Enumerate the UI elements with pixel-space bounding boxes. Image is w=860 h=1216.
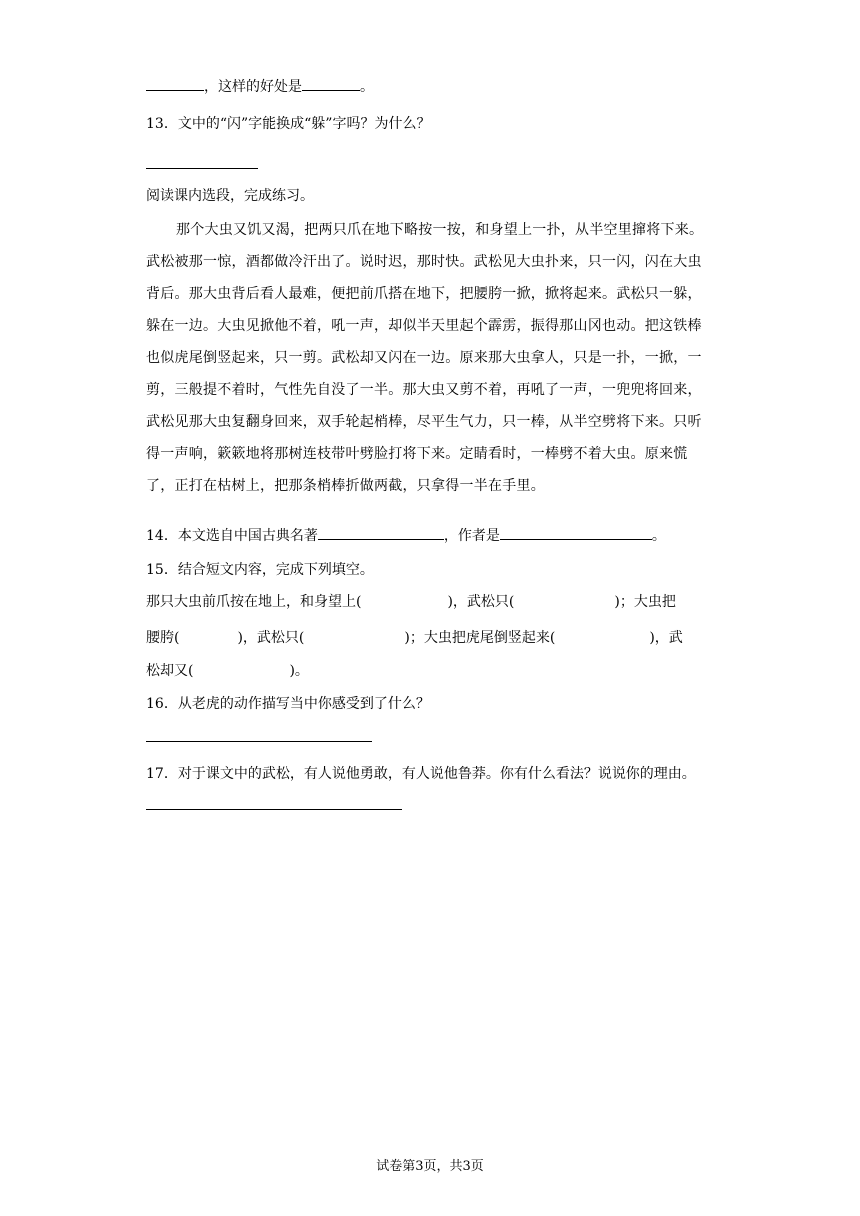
book-title-blank[interactable] — [318, 525, 444, 540]
passage-text: 那个大虫又饥又渴，把两只爪在地下略按一按，和身望上一扑，从半空里撺将下来。武松被那一惊，酒都做冷汗出了。说时迟，那时快。武松见大虫扑来，只一闪，闪在大虫背后。那大虫背后看人最难，便把前爪搭在地下，把腰胯一掀，掀将起来。武松只一躲，躲在一边。大虫见掀他不着，吼一声，却似半天里起个霹雳，振得那山冈也动。把这铁棒也似虎尾倒竖起来，只一剪。武松却又闪在一边。原来那大虫拿人，只是一扑，一掀，一剪，三般提不着时，气性先自没了一半。那大虫又剪不着，再吼了一声，一兜兜将回来，武松见那大虫复翻身回来，双手轮起梢棒，尽平生气力，只一棒，从半空劈将下来。只听得一声响，簌簌地将那树连枝带叶劈脸打将下来。定睛看时，一棒劈不着大虫。原来慌了，正打在枯树上，把那条梢棒折做两截，只拿得一半在手里。 — [146, 222, 704, 494]
fill-text: )，武松只( — [447, 594, 515, 610]
question-15-fill-line-3 — [146, 662, 309, 680]
reading-passage — [146, 214, 712, 502]
answer-blank[interactable] — [302, 76, 360, 91]
q12-text: ，这样的好处是 — [204, 79, 302, 95]
answer-line-13[interactable] — [146, 168, 258, 169]
punctuation: 。 — [651, 528, 666, 544]
fill-text: 腰胯( — [146, 630, 180, 646]
question-17: 17．对于课文中的武松，有人说他勇敢，有人说他鲁莽。你有什么看法？说说你的理由。 — [146, 766, 696, 782]
page-footer: 试卷第3页，共3页 — [376, 1159, 484, 1174]
question-14-text: 14．本文选自中国古典名著 — [146, 528, 318, 544]
fill-text: )，武 — [649, 630, 683, 646]
question-15-fill-line-2 — [146, 629, 683, 647]
question-14-text: ，作者是 — [443, 528, 500, 544]
reading-instruction: 阅读课内选段，完成练习。 — [146, 188, 314, 204]
question-15: 15．结合短文内容，完成下列填空。 — [146, 562, 374, 578]
answer-blank[interactable] — [146, 76, 204, 91]
answer-line-16[interactable] — [146, 741, 372, 742]
fill-text: 那只大虫前爪按在地上，和身望上( — [146, 594, 362, 610]
question-14 — [146, 525, 666, 545]
fill-text: )。 — [289, 663, 309, 679]
question-13: 13．文中的“闪”字能换成“躲”字吗？为什么？ — [146, 116, 431, 132]
fill-text: )；大虫把虎尾倒竖起来( — [404, 630, 556, 646]
author-blank[interactable] — [500, 525, 652, 540]
punctuation: 。 — [360, 79, 374, 95]
fill-text: 松却又( — [146, 663, 194, 679]
question-16: 16．从老虎的动作描写当中你感受到了什么？ — [146, 696, 430, 712]
question-15-fill-line-1 — [146, 593, 676, 611]
fill-text: )，武松只( — [237, 630, 305, 646]
fill-text: )；大虫把 — [614, 594, 676, 610]
q12-continuation — [146, 76, 374, 96]
answer-line-17[interactable] — [146, 809, 402, 810]
